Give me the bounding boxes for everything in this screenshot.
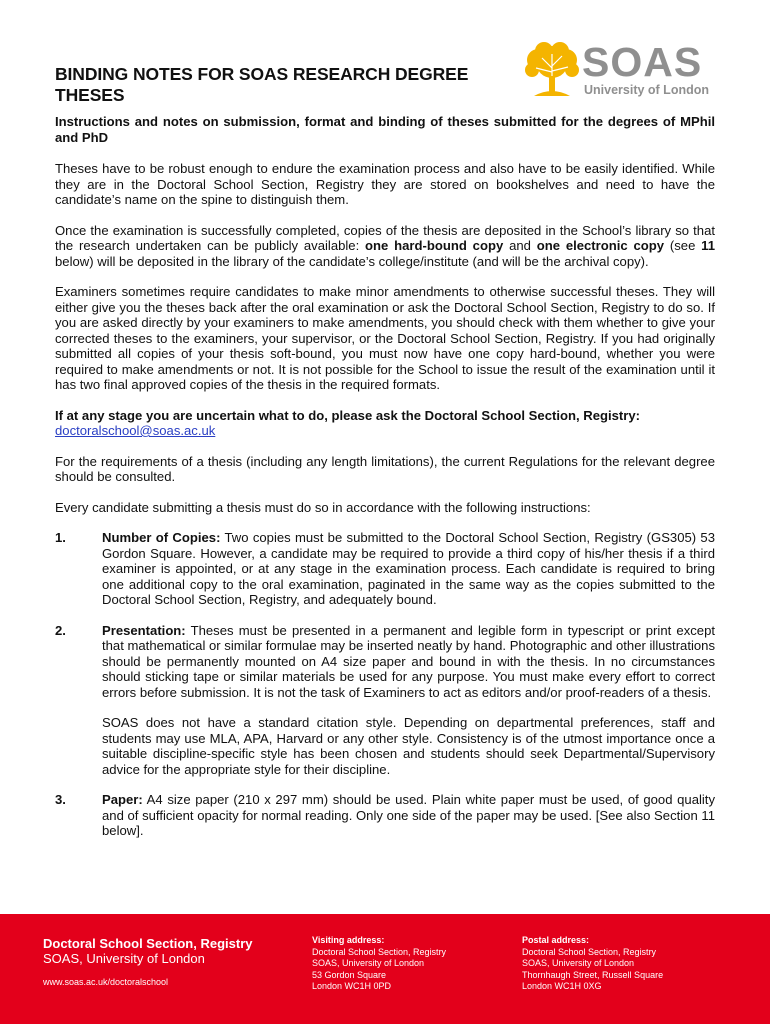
hard-bound-copy: one hard-bound copy <box>365 238 504 253</box>
email-link[interactable]: doctoralschool@soas.ac.uk <box>55 423 216 438</box>
section-ref: 11 <box>701 238 716 253</box>
item-number: 3. <box>55 792 66 807</box>
visiting-line: SOAS, University of London <box>312 958 425 968</box>
paragraph-deposit <box>55 223 715 270</box>
item-body: A4 size paper (210 x 297 mm) should be used. Plain white paper must be used, of good quality and of sufficient opacity for normal reading. Only one side of the paper may be used. [See also Section 11 below]. <box>102 792 715 838</box>
logo-subtitle: University of London <box>584 83 709 97</box>
footer-website-link[interactable]: www.soas.ac.uk/doctoralschool <box>43 977 169 987</box>
soas-logo <box>522 39 712 102</box>
item-extra: SOAS does not have a standard citation style. Depending on departmental preferences, staff and students may use MLA, APA, Harvard or any other style. Consistency is of the utmost importance once a suitable discipline-specific style has been chosen and students should seek Departmental/Supervisory advice for the appropriate style for their discipline. <box>102 715 715 777</box>
visiting-line: Doctoral School Section, Registry <box>312 946 447 957</box>
paragraph-contact <box>55 408 715 439</box>
deposit-and: and <box>503 238 537 253</box>
item-text <box>102 623 715 701</box>
visiting-heading: Visiting address: <box>312 935 385 945</box>
list-item <box>55 530 715 608</box>
tree-icon <box>522 42 582 98</box>
item-body: Two copies must be submitted to the Doctoral School Section, Registry (GS305) 53 Gordon Square. However, a candidate may be required to provide a third copy of his/her thesis if a third examiner is appointed, or at any stage in the examination process. Each candidate is required to bring one additional copy to the oral examination, paginated in the same way as the copies submitted to the Doctoral School Section, Registry, and adequately bound. <box>102 530 715 607</box>
postal-line: Doctoral School Section, Registry <box>522 946 657 957</box>
visiting-address <box>312 935 446 993</box>
item-label: Paper: <box>102 792 143 807</box>
item-number: 1. <box>55 530 66 545</box>
item-label: Number of Copies: <box>102 530 221 545</box>
document-body <box>55 114 715 854</box>
subtitle: Instructions and notes on submission, format and binding of theses submitted for the degrees of MPhil and PhD <box>55 114 715 145</box>
footer <box>0 914 770 1024</box>
contact-bold: If at any stage you are uncertain what to do, please ask the Doctoral School Section, Registry: <box>55 407 640 423</box>
postal-line: London WC1H 0XG <box>522 981 602 991</box>
deposit-text-d: below) will be deposited in the library of the candidate’s college/institute (and will be the archival copy). <box>55 253 649 269</box>
deposit-text-c: (see <box>664 238 702 253</box>
visiting-line: 53 Gordon Square <box>312 969 387 980</box>
postal-line: SOAS, University of London <box>522 958 635 968</box>
item-text <box>102 792 715 839</box>
list-item <box>55 623 715 778</box>
item-number: 2. <box>55 622 66 638</box>
item-text <box>102 530 715 608</box>
postal-heading: Postal address: <box>522 935 590 945</box>
paragraph-amendments: Examiners sometimes require candidates to make minor amendments to otherwise successful theses. They will either give you the theses back after the oral examination or ask the Doctoral School Section, Registry to do so. If you are asked directly by your examiners to make amendments, you should check with them whether to give your corrected theses to the examiners, your supervisor, or the Doctoral School Section, Registry. If you had originally submitted all copies of your thesis soft-bound, you must now have one copy hard-bound, whether you were required to make amendments or not. It is not possible for the School to issue the result of the examination until it has two final approved copies of the thesis in the required formats. <box>55 284 715 392</box>
deposit-text-a: Once the examination is successfully completed, copies of the thesis are deposited in the School’s library so that the research undertaken can be publicly available: <box>55 222 715 253</box>
paragraph-instructions: Every candidate submitting a thesis must do so in accordance with the following instructions: <box>55 499 591 515</box>
paragraph-regulations: For the requirements of a thesis (including any length limitations), the current Regulations for the relevant degree should be consulted. <box>55 453 715 484</box>
paragraph-robust: Theses have to be robust enough to endure the examination process and also have to be easily identified. While they are in the Doctoral School Section, Registry they are stored on bookshelves and need to have the candidate’s name on the spine to distinguish them. <box>55 161 715 207</box>
footer-org: Doctoral School Section, Registry <box>43 936 253 951</box>
postal-address <box>522 935 663 993</box>
electronic-copy: one electronic copy <box>536 238 665 253</box>
visiting-line: London WC1H 0PD <box>312 981 392 991</box>
footer-university: SOAS, University of London <box>43 951 205 966</box>
item-label: Presentation: <box>102 622 186 638</box>
list-item <box>55 792 715 839</box>
page-title: BINDING NOTES FOR SOAS RESEARCH DEGREE THESES <box>55 64 469 105</box>
postal-line: Thornhaugh Street, Russell Square <box>522 969 664 980</box>
logo-wordmark: SOAS <box>582 39 703 85</box>
item-body: Theses must be presented in a permanent and legible form in typescript or print except that mathematical or similar formulae may be inserted neatly by hand. Photographic and other illustrations should be permanently mounted on A4 size paper and bound in with the thesis. In no circumstances should sticking tape or similar materials be used for any purpose. You must make every effort to correct errors before submission. It is not the task of Examiners to act as editors and/or proof-readers of a thesis. <box>102 622 715 700</box>
